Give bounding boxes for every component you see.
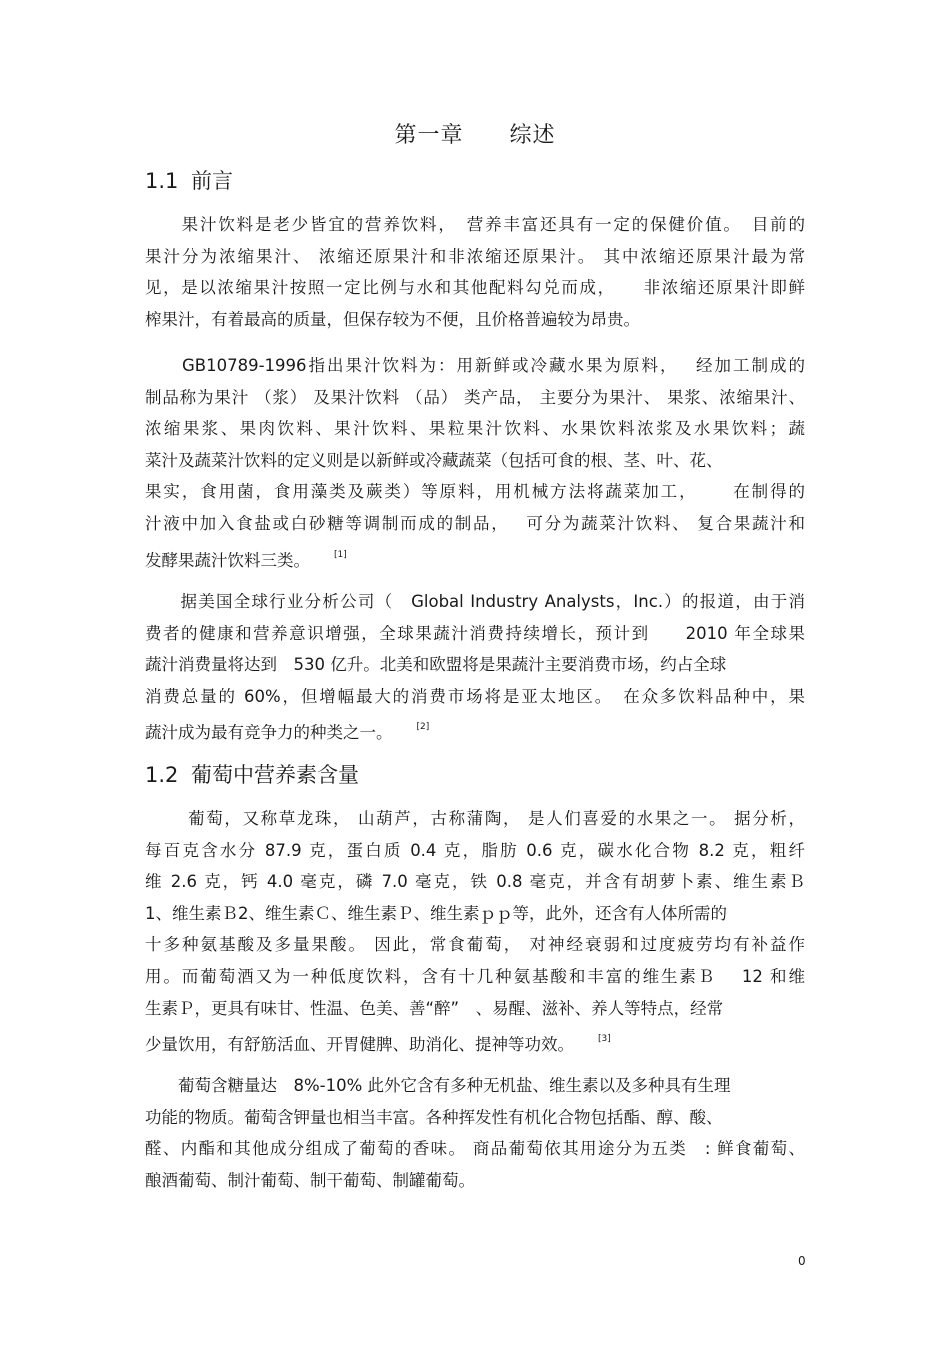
paragraph-2 [145,350,805,571]
citation-marker: [1] [334,549,347,560]
text-line: 1、维生素Ｂ2、维生素Ｃ、维生素Ｐ、维生素ｐｐ等，此外，还含有人体所需的 [145,903,727,923]
text-line: 消费总量的 60%，但增幅最大的消费市场将是亚太地区。 在众多饮料品种中，果 [145,686,805,706]
section-number: 1.1 [145,169,179,193]
text-line [145,712,805,744]
text-line: 醛、内酯和其他成分组成了葡萄的香味。 商品葡萄依其用途分为五类 : 鲜食葡萄、 [145,1139,805,1159]
chapter-title-text: 综述 [509,123,556,148]
section-title: 前言 [191,169,233,193]
section-heading-1-2 [145,759,359,789]
text-line: 葡萄，又称草龙珠， 山葫芦，古称蒲陶， 是人们喜爱的水果之一。 据分析， [145,809,805,828]
text-line [145,1024,805,1056]
text-line: GB10789-1996指出果汁饮料为：用新鲜或冷藏水果为原料， 经加工制成的 [145,356,805,375]
text-line: 十多种氨基酸及多量果酸。 因此，常食葡萄， 对神经衰弱和过度疲劳均有补益作 [145,935,805,955]
text-line: 费者的健康和营养意识增强，全球果蔬汁消费持续增长，预计到 2010 年全球果 [145,623,805,643]
text-line-content: 发酵果蔬汁饮料三类。 [145,550,310,570]
citation-marker: [2] [416,722,430,733]
paragraph-5 [145,1070,805,1196]
text-line: 蔬汁消费量将达到 530 亿升。北美和欧盟将是果蔬汁主要消费市场，约占全球 [145,655,727,675]
text-line: 浓缩果浆、果肉饮料、果汁饮料、果粒果汁饮料、水果饮料浓浆及水果饮料；蔬 [145,419,805,439]
text-line: 用。而葡萄酒又为一种低度饮料，含有十几种氨基酸和丰富的维生素Ｂ 12 和维 [145,966,805,986]
text-line: 榨果汁，有着最高的质量，但保存较为不便，且价格普遍较为昂贵。 [145,309,640,329]
page-number: 0 [798,1254,806,1268]
text-line: 据美国全球行业分析公司（ Global Industry Analysts，Inc.）的报道，由于消 [145,592,805,611]
text-line: 汁液中加入食盐或白砂糖等调制而成的制品， 可分为蔬菜汁饮料、 复合果蔬汁和 [145,513,805,533]
text-line: 果汁饮料是老少皆宜的营养饮料， 营养丰富还具有一定的保健价值。 目前的 [145,215,805,234]
section-heading-1-1 [145,165,233,195]
paragraph-3 [145,586,805,744]
text-line: 葡萄含糖量达 8%-10% 此外它含有多种无机盐、维生素以及多种具有生理 [145,1076,731,1095]
section-title: 葡萄中营养素含量 [191,763,359,787]
text-line-content: 少量饮用，有舒筋活血、开胃健脾、助消化、提神等功效。 [145,1035,574,1055]
text-line: 见，是以浓缩果汁按照一定比例与水和其他配料勾兑而成， 非浓缩还原果汁即鲜 [145,278,805,298]
section-number: 1.2 [145,763,179,787]
text-line: 菜汁及蔬菜汁饮料的定义则是以新鲜或冷藏蔬菜（包括可食的根、茎、叶、花、 [145,450,723,470]
text-line: 酿酒葡萄、制汁葡萄、制干葡萄、制罐葡萄。 [145,1170,475,1190]
text-line [145,540,805,572]
text-line: 功能的物质。葡萄含钾量也相当丰富。各种挥发性有机化合物包括酯、醇、酸、 [145,1107,723,1127]
text-line: 果实，食用菌，食用藻类及蕨类）等原料，用机械方法将蔬菜加工， 在制得的 [145,482,805,502]
text-line: 每百克含水分 87.9 克，蛋白质 0.4 克，脂肪 0.6 克，碳水化合物 8.2 克，粗纤 [145,840,805,860]
citation-marker: [3] [598,1034,611,1045]
paragraph-1 [145,209,805,335]
text-line: 生素Ｐ，更具有味甘、性温、色美、善“醉” 、易醒、滋补、养人等特点，经常 [145,998,724,1018]
chapter-title-number: 第一章 [394,123,464,148]
text-line: 果汁分为浓缩果汁、 浓缩还原果汁和非浓缩还原果汁。 其中浓缩还原果汁最为常 [145,246,805,266]
text-line-content: 蔬汁成为最有竞争力的种类之一。 [145,723,393,743]
text-line: 维 2.6 克，钙 4.0 毫克，磷 7.0 毫克，铁 0.8 毫克，并含有胡萝卜素、维生素Ｂ [145,872,805,892]
text-line: 制品称为果汁 （浆） 及果汁饮料 （品） 类产品， 主要分为果汁、 果浆、浓缩果汁、 [145,387,805,407]
chapter-title [0,118,950,149]
paragraph-4 [145,803,805,1056]
